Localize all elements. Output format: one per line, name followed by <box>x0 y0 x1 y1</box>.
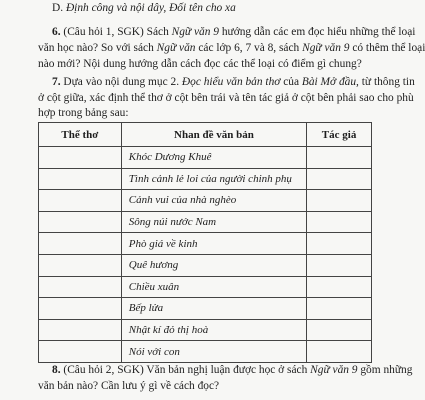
text-title-cell: Sông núi nước Nam <box>121 211 306 233</box>
text-title-cell: Nói với con <box>121 341 306 363</box>
text-title-cell: Khóc Dương Khuê <box>121 147 306 169</box>
question-8-number: 8. <box>52 364 61 376</box>
q6-text: văn học nào? So với sách <box>38 42 154 54</box>
table-header-row <box>39 123 372 147</box>
option-text: Định công và nội dây, Đối tên cho xa <box>65 2 236 14</box>
poem-form-cell <box>39 168 122 190</box>
q8-book-title: Ngữ văn 9 <box>310 364 358 376</box>
q8-text: văn bản nào? Cần lưu ý gì về cách đọc? <box>38 380 220 392</box>
table-row <box>39 276 372 298</box>
poem-form-cell <box>39 233 122 255</box>
option-label: D. <box>52 2 64 14</box>
header-author: Tác giả <box>307 123 372 147</box>
q7-text: từ thông tin <box>361 76 415 88</box>
table-row <box>39 190 372 212</box>
poem-form-cell <box>39 211 122 233</box>
question-7-line-2 <box>38 91 414 105</box>
table-row <box>39 298 372 320</box>
q6-text: hướng dẫn các em đọc hiểu những thể loại <box>221 26 416 38</box>
question-6-line-2 <box>38 41 425 55</box>
author-cell <box>307 319 372 341</box>
question-7-line-1 <box>52 75 415 89</box>
table-row <box>39 254 372 276</box>
poem-form-cell <box>39 147 122 169</box>
q7-text: của <box>283 76 300 88</box>
poem-form-cell <box>39 254 122 276</box>
header-poem-form: Thể thơ <box>39 123 122 147</box>
poem-form-cell <box>39 190 122 212</box>
table-row <box>39 168 372 190</box>
question-6-line-1 <box>52 25 415 39</box>
q6-text: nào mới? Nội dung hướng dẫn cách đọc các thể loại có điểm gì chung? <box>38 58 362 70</box>
text-title-cell: Cảnh vui của nhà nghèo <box>121 190 306 212</box>
poem-form-cell <box>39 341 122 363</box>
q8-text: gồm những <box>360 364 413 376</box>
question-6-number: 6. <box>52 26 61 38</box>
question-8-line-1 <box>52 363 412 377</box>
q7-section-title: Đọc hiểu văn bản thơ <box>181 76 281 88</box>
q8-text: (Câu hỏi 2, SGK) Văn bản nghị luận được học ở sách <box>63 364 308 376</box>
table-row <box>39 319 372 341</box>
author-cell <box>307 341 372 363</box>
author-cell <box>307 168 372 190</box>
poem-form-cell <box>39 298 122 320</box>
author-cell <box>307 276 372 298</box>
answer-option-d <box>52 1 236 15</box>
q7-lesson-title: Bài Mở đầu, <box>301 76 359 88</box>
question-8-line-2 <box>38 379 219 393</box>
author-cell <box>307 298 372 320</box>
header-text-title: Nhan đề văn bản <box>121 123 306 147</box>
q6-text: (Câu hỏi 1, SGK) Sách <box>63 26 169 38</box>
text-title-cell: Phò giá về kinh <box>121 233 306 255</box>
table-row <box>39 233 372 255</box>
q6-book-title: Ngữ văn 9 <box>302 42 350 54</box>
text-title-cell: Quê hương <box>121 254 306 276</box>
author-cell <box>307 190 372 212</box>
poetry-table <box>38 122 372 363</box>
question-6-line-3 <box>38 57 362 71</box>
table-row <box>39 341 372 363</box>
author-cell <box>307 211 372 233</box>
poem-form-cell <box>39 319 122 341</box>
author-cell <box>307 233 372 255</box>
text-title-cell: Tình cảnh lẻ loi của người chinh phụ <box>121 168 306 190</box>
q6-text: các lớp 6, 7 và 8, sách <box>198 42 300 54</box>
question-7-number: 7. <box>52 76 61 88</box>
table-row <box>39 211 372 233</box>
text-title-cell: Nhật kí đỏ thị hoà <box>121 319 306 341</box>
table-row <box>39 147 372 169</box>
author-cell <box>307 254 372 276</box>
question-7-line-3 <box>38 106 129 120</box>
q7-text: hợp trong bảng sau: <box>38 107 129 119</box>
q6-book-title: Ngữ văn 9 <box>171 26 219 38</box>
q6-text: có thêm thể loại <box>352 42 425 54</box>
q6-book-title: Ngữ văn <box>156 42 196 54</box>
text-title-cell: Chiều xuân <box>121 276 306 298</box>
poem-form-cell <box>39 276 122 298</box>
text-title-cell: Bếp lửa <box>121 298 306 320</box>
q7-text: Dựa vào nội dung mục 2. <box>63 76 180 88</box>
author-cell <box>307 147 372 169</box>
q7-text: ở cột giữa, xác định thể thơ ở cột bên trái và tên tác giả ở cột bên phải sao cho phù <box>38 92 414 104</box>
